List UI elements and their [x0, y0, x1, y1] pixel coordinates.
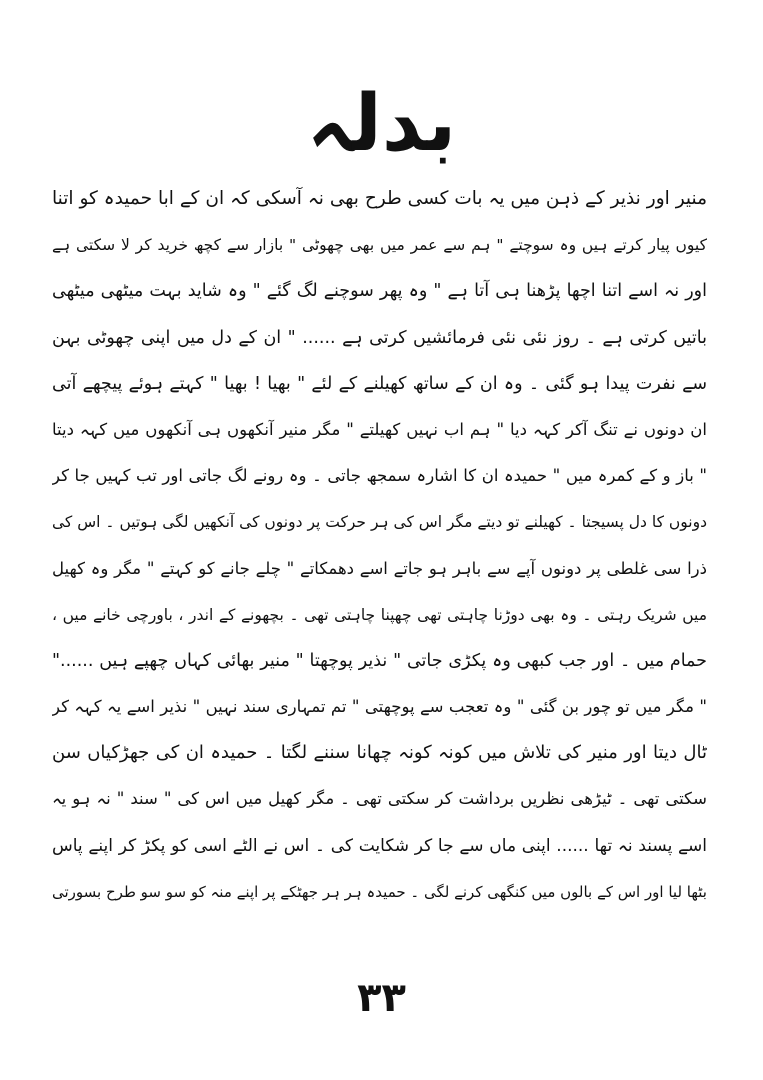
text-line: ٹال دیتا اور منیر کی تلاش میں کونہ کونہ چھانا سننے لگتا ۔ حمیدہ ان کی جھڑکیاں سن — [52, 742, 707, 764]
text-line: بٹھا لیا اور اس کے بالوں میں کنگھی کرنے لگی ۔ حمیدہ ہر ہر جھٹکے پر اپنے منہ کو سو سو طرح بسورتی — [52, 882, 707, 901]
text-line: باتیں کرتی ہے ۔ روز نئی نئی فرمائشیں کرتی ہے ...... " ان کے دل میں اپنی چھوٹی بہن — [52, 327, 707, 348]
text-line: ان دونوں نے تنگ آکر کہہ دیا " ہم اب نہیں کھیلتے " مگر منیر آنکھوں ہی آنکھوں میں کہہ دیتا — [52, 419, 707, 439]
story-body — [52, 176, 707, 915]
page-number: ۳۳ — [357, 975, 406, 1021]
text-line: حمام میں ۔ اور جب کبھی وہ پکڑی جاتی " نذیر پوچھتا " منیر بھائی کہاں چھپے ہیں ......" — [52, 650, 707, 671]
text-line: میں شریک رہتی ۔ وہ بھی دوڑنا چاہتی تھی چھپنا چاہتی تھی ۔ بچھونے کے اندر ، باورچی خانے میں ، — [52, 605, 707, 624]
text-line: سے نفرت پیدا ہو گئی ۔ وہ ان کے ساتھ کھیلنے کے لئے " بھیا ! بھیا " کہتے ہوئے پیچھے آتی — [52, 373, 707, 394]
text-line: دونوں کا دل پسیجتا ۔ کھیلنے تو دیتے مگر اس کی ہر حرکت پر دونوں کی آنکھیں لگی ہوتیں ۔ اس کی — [52, 513, 707, 532]
text-line: " باز و کے کمرہ میں " حمیدہ ان کا اشارہ سمجھ جاتی ۔ وہ رونے لگ جاتی اور تب کہیں جا کر — [52, 466, 707, 486]
text-line: منیر اور نذیر کے ذہن میں یہ بات کسی طرح بھی نہ آسکی کہ ان کے ابا حمیدہ کو اتنا — [52, 188, 707, 209]
text-line: کیوں پیار کرتے ہیں وہ سوچتے " ہم سے عمر میں بھی چھوٹی " بازار سے کچھ خرید کر لا سکتی ہے — [52, 236, 707, 255]
text-line: سکتی تھی ۔ ٹیڑھی نظریں برداشت کر سکتی تھی ۔ مگر کھیل میں اس کی " سند " نہ ہو یہ — [52, 789, 707, 809]
text-line: اسے پسند نہ تھا ...... اپنی ماں سے جا کر شکایت کی ۔ اس نے الٹے اسی کو پکڑ کر اپنے پاس — [52, 835, 707, 856]
text-line: اور نہ اسے اتنا اچھا پڑھنا ہی آتا ہے " وہ پھر سوچنے لگ گئے " وہ شاید بہت میٹھی میٹھی — [52, 281, 707, 302]
text-line: ذرا سی غلطی پر دونوں آپے سے باہر ہو جاتے اسے دھمکاتے " چلے جانے کو کہتے " مگر وہ کھیل — [52, 558, 707, 578]
story-title: بدلہ — [306, 79, 457, 169]
text-line: " مگر میں تو چور بن گئی " وہ تعجب سے پوچھتی " تم تمہاری سند نہیں " نذیر اسے یہ کہہ کر — [52, 697, 707, 717]
